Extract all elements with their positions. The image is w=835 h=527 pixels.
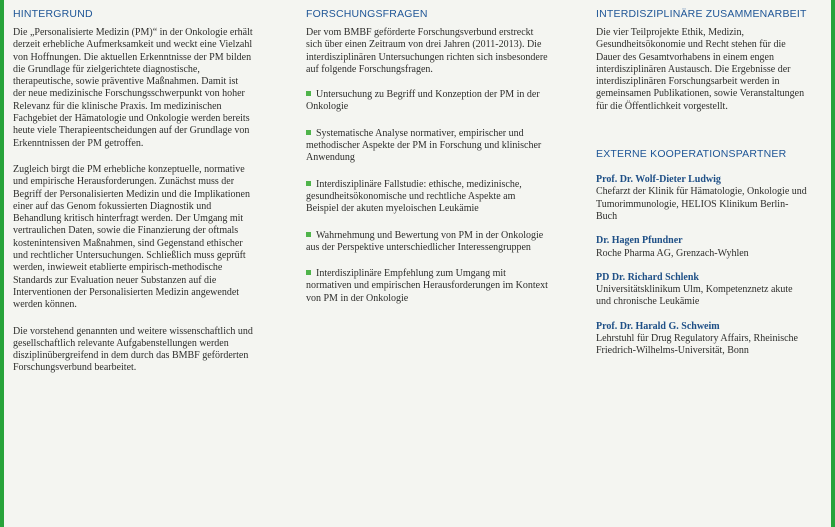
partner-affiliation: Lehrstuhl für Drug Regulatory Affairs, Rheinische Friedrich-Wilhelms-Universität, Bonn [596, 333, 798, 357]
heading-kooperationspartner: EXTERNE KOOPERATIONSPARTNER [596, 148, 787, 161]
partner-name: Prof. Dr. Wolf-Dieter Ludwig [596, 174, 721, 186]
column-background [13, 8, 253, 386]
bullet-square-icon [306, 270, 311, 275]
paragraph: Die „Personalisierte Medizin (PM)“ in der Onkologie erhält derzeit erhebliche Aufmerksamkeit und weckt eine Vielzahl von Hoffnungen. Die aktuellen Erkenntnisse der PM bilden die Grundlage für zielgerichtete diagnostische, therapeutische, sowie präventive Maßnahmen. Damit ist der neue medizinische Forschungsschwerpunkt von hoher Relevanz für die klinische Praxis. Im medizinischen Fachgebiet der Hämatologie und Onkologie werden bereits heute viele Therapieentscheidungen auf der Grundlage von Erkenntnissen der PM getroffen. [13, 27, 253, 149]
bullet-square-icon [306, 91, 311, 96]
partner-affiliation: Roche Pharma AG, Grenzach-Wyhlen [596, 247, 749, 259]
partner-entry [596, 174, 808, 223]
column-research-questions [306, 8, 548, 314]
partner-name: Prof. Dr. Harald G. Schweim [596, 320, 720, 332]
heading-hintergrund: HINTERGRUND [13, 8, 93, 20]
paragraph: Die vorstehend genannten und weitere wissenschaftlich und gesellschaftlich relevante Aufgabenstellungen werden disziplinübergreifend in dem durch das BMBF geförderten Forschungsverbund bearbeitet. [13, 325, 253, 374]
heading-zusammenarbeit: INTERDISZIPLINÄRE ZUSAMMENARBEIT [596, 8, 807, 20]
heading-forschungsfragen: FORSCHUNGSFRAGEN [306, 8, 428, 20]
partner-entry [596, 272, 808, 309]
partner-entry [596, 235, 808, 260]
partner-entry [596, 321, 808, 358]
bullet-square-icon [306, 181, 311, 186]
list-item: Interdisziplinäre Empfehlung zum Umgang mit normativen und empirischen Herausforderungen im Kontext von PM in der Onkologie [306, 268, 548, 304]
paragraph: Die vier Teilprojekte Ethik, Medizin, Gesundheitsökonomie und Recht stehen für die Dauer des Gesamtvorhabens in einem engen interdisziplinären Austausch. Die Ergebnisse der interdisziplinären Forschungsarbeit werden in gemeinsamen Publikationen, sowie Veranstaltungen für die Öffentlichkeit vorgestellt. [596, 27, 805, 112]
intro-paragraph: Der vom BMBF geförderte Forschungsverbund erstreckt sich über einen Zeitraum von drei Jahren (2011-2013). Die interdisziplinären Untersuchungen richten sich insbesondere auf folgende Forschungsfragen. [306, 27, 548, 75]
left-edge-bar [0, 0, 4, 527]
partner-name: PD Dr. Richard Schlenk [596, 271, 699, 283]
paragraph: Zugleich birgt die PM erhebliche konzeptuelle, normative und empirische Herausforderungen. Zunächst muss der Begriff der Personalisierten Medizin und die Implikationen einer auf das Genom fokussierten Diagnostik und Behandlung kritisch hinterfragt werden. Der Umgang mit vertraulichen Daten, sowie die Finanzierung der oftmals kostenintensiven Maßnahmen, sind Gegenstand ethischer und rechtlicher Untersuchungen. Schließlich muss geprüft werden, inwieweit etablierte empirisch-methodische Standards zur Evaluation neuer Substanzen auf die Interventionen der Personalisierten Medizin angewendet werden können. [13, 163, 250, 311]
bullet-square-icon [306, 232, 311, 237]
partner-name: Dr. Hagen Pfundner [596, 235, 683, 247]
bullet-square-icon [306, 130, 311, 135]
column-collaboration [596, 8, 808, 367]
list-item: Untersuchung zu Begriff und Konzeption der PM in der Onkologie [306, 89, 540, 113]
list-item: Wahrnehmung und Bewertung von PM in der Onkologie aus der Perspektive unterschiedlicher Interessengruppen [306, 229, 544, 253]
list-item: Systematische Analyse normativer, empirischer und methodischer Aspekte der PM in Forschung und klinischer Anwendung [306, 127, 542, 164]
right-edge-bar [831, 0, 835, 527]
partner-affiliation: Universitätsklinikum Ulm, Kompetenznetz akute und chronische Leukämie [596, 284, 793, 308]
list-item: Interdisziplinäre Fallstudie: ethische, medizinische, gesundheitsökonomische und rechtliche Aspekte am Beispiel der akuten myeloischen Leukämie [306, 178, 522, 215]
partner-affiliation: Chefarzt der Klinik für Hämatologie, Onkologie und Tumorimmunologie, HELIOS Klinikum Berlin-Buch [596, 186, 807, 222]
